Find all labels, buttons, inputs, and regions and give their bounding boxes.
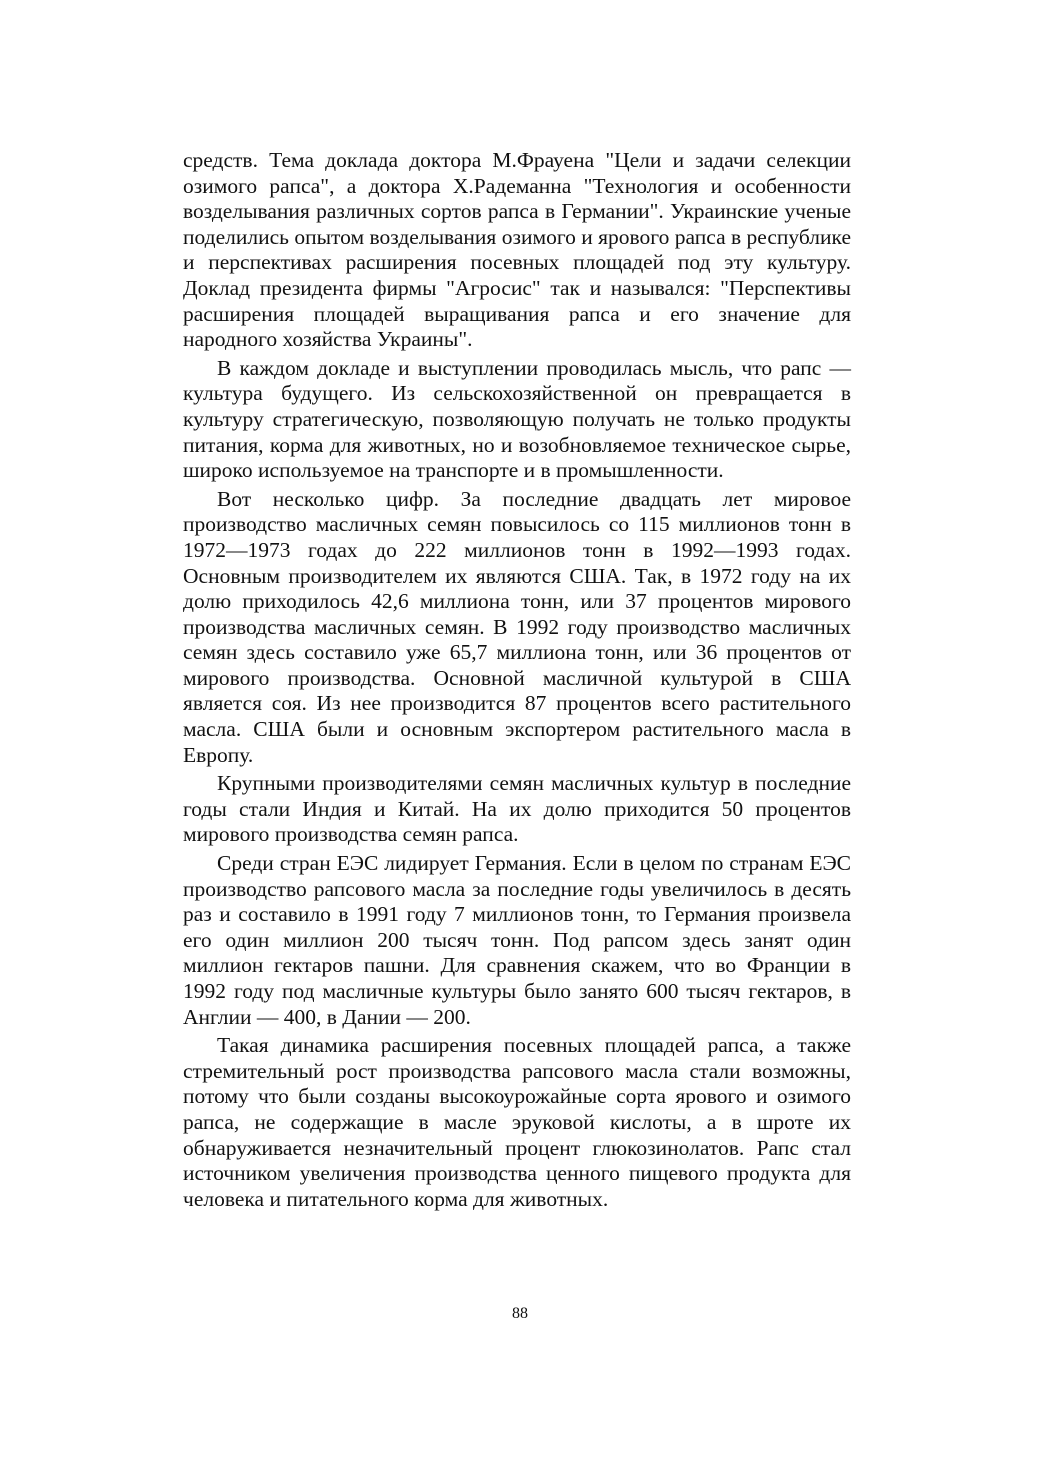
page-body bbox=[183, 148, 851, 1215]
paragraph-5: Среди стран ЕЭС лидирует Германия. Если в целом по странам ЕЭС производство рапсового масла за последние годы увеличилось в десять раз и составило в 1991 году 7 миллионов тонн, то Германия произвела его один миллион 200 тысяч тонн. Под рапсом здесь занят один миллион гектаров пашни. Для сравнения скажем, что во Франции в 1992 году под масличные культуры было занято 600 тысяч гектаров, в Англии — 400, в Дании — 200. bbox=[183, 851, 851, 1029]
page-number: 88 bbox=[512, 1305, 528, 1322]
paragraph-6: Такая динамика расширения посевных площадей рапса, а также стремительный рост производства рапсового масла стали возможны, потому что были созданы высокоурожайные сорта ярового и озимого рапса, не содержащие в масле эруковой кислоты, а в шроте их обнаруживается незначительный процент глюкозинолатов. Рапс стал источником увеличения производства ценного пищевого продукта для человека и питательного корма для животных. bbox=[183, 1033, 851, 1211]
paragraph-1: средств. Тема доклада доктора М.Фрауена "Цели и задачи селекции озимого рапса", а доктора Х.Радеманна "Технология и особенности возделывания различных сортов рапса в Германии". Украинские ученые поделились опытом возделывания озимого и ярового рапса в республике и перспективах расширения посевных площадей под эту культуру. Доклад президента фирмы "Агросис" так и назывался: "Перспективы расширения площадей выращивания рапса и его значение для народного хозяйства Украины". bbox=[183, 148, 851, 352]
paragraph-3: Вот несколько цифр. За последние двадцать лет мировое производство масличных семян повысилось со 115 миллионов тонн в 1972—1973 годах до 222 миллионов тонн в 1992—1993 годах. Основным производителем их являются США. Так, в 1972 году на их долю приходилось 42,6 миллиона тонн, или 37 процентов мирового производства масличных семян. В 1992 году производство масличных семян здесь составило уже 65,7 миллиона тонн, или 36 процентов от мирового производства. Основной масличной культурой в США является соя. Из нее производится 87 процентов всего растительного масла. США были и основным экспортером растительного масла в Европу. bbox=[183, 486, 851, 767]
paragraph-2: В каждом докладе и выступлении проводилась мысль, что рапс — культура будущего. Из сельскохозяйственной он превращается в культуру стратегическую, позволяющую получать не только продукты питания, корма для животных, но и возобновляемое техническое сырье, широко используемое на транспорте и в промышленности. bbox=[183, 355, 851, 483]
paragraph-4: Крупными производителями семян масличных культур в последние годы стали Индия и Китай. На их долю приходится 50 процентов мирового производства семян рапса. bbox=[183, 771, 851, 847]
